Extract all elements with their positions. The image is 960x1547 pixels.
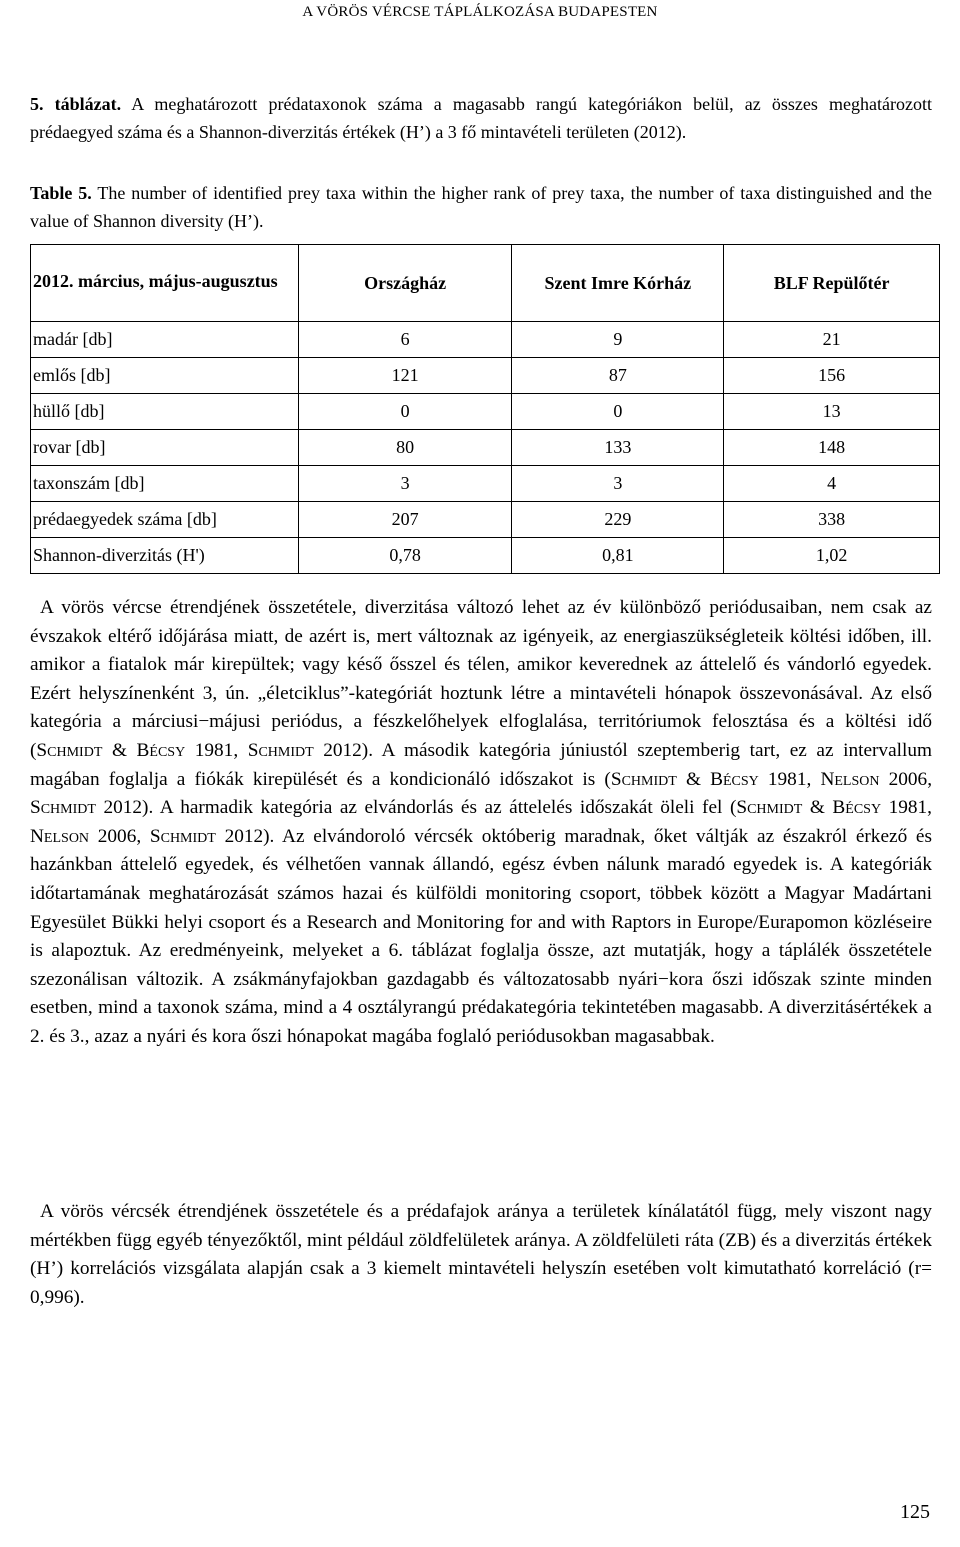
table-row bbox=[31, 394, 940, 430]
header-szent-imre-korhaz: Szent Imre Kórház bbox=[512, 245, 724, 322]
citation-author: Schmidt bbox=[610, 768, 677, 790]
caption-label: 5. táblázat. bbox=[30, 94, 122, 114]
table-cell: 0 bbox=[298, 394, 512, 430]
table-cell: 3 bbox=[512, 466, 724, 502]
header-blf-repuloter: BLF Repülőtér bbox=[724, 245, 940, 322]
table-cell: 4 bbox=[724, 466, 940, 502]
table-row bbox=[31, 430, 940, 466]
citation-author: Schmidt bbox=[36, 739, 103, 761]
row-label: rovar [db] bbox=[31, 430, 299, 466]
table-caption-hungarian bbox=[30, 90, 932, 146]
paragraph-text: & bbox=[102, 739, 137, 761]
table-cell: 133 bbox=[512, 430, 724, 466]
paragraph-text: 2012). A harmadik kategória az elvándorlás és az áttelelés időszakát öleli fel ( bbox=[95, 797, 737, 819]
prey-taxa-table bbox=[30, 244, 940, 574]
table-cell: 13 bbox=[724, 394, 940, 430]
paragraph-text: 1981, bbox=[185, 739, 248, 761]
table-row bbox=[31, 502, 940, 538]
paragraph-text: 2006, bbox=[89, 825, 150, 847]
table-cell: 0,78 bbox=[298, 538, 512, 574]
table-cell: 121 bbox=[298, 358, 512, 394]
table-cell: 338 bbox=[724, 502, 940, 538]
row-label: Shannon-diverzitás (H') bbox=[31, 538, 299, 574]
table-row bbox=[31, 322, 940, 358]
caption-label: Table 5. bbox=[30, 183, 92, 203]
table-caption-english bbox=[30, 179, 932, 235]
paragraph-text: 2012). A második kategória júniustól szeptemberig tart, ez az intervallum magában foglalja a fiókák kirepülését és a kondicionáló időszakot is ( bbox=[30, 739, 932, 790]
citation-author: Bécsy bbox=[710, 768, 759, 790]
citation-author: Nelson bbox=[30, 825, 90, 847]
running-head: A VÖRÖS VÉRCSE TÁPLÁLKOZÁSA BUDAPESTEN bbox=[302, 4, 658, 20]
table-cell: 80 bbox=[298, 430, 512, 466]
page-number: 125 bbox=[900, 1501, 930, 1523]
paragraph-text: 2012). bbox=[215, 825, 275, 847]
table-row bbox=[31, 358, 940, 394]
body-paragraph-2 bbox=[30, 1198, 932, 1312]
paragraph-text: A vörös vércsék étrendjének összetétele és a prédafajok aránya a területek kínálatától függ, mely viszont nagy mértékben függ egyéb tényezőktől, mint például zöldfelületek aránya. A zöldfelületi ráta (ZB) és a diverzitás értékek (H’) korrelációs vizsgálata alapján csak a 3 kiemelt mintavételi helyszín esetében volt kimutatható korreláció (r= 0,996). bbox=[30, 1201, 932, 1308]
paragraph-text: Az elvándoroló vércsék októberig maradnak, őket váltják az északról érkező és hazánkban áttelelő egyedek, és vélhetően vannak állandó, egész évben nálunk maradó egyedek is. A kategóriák időtartamának meghatározását számos hazai és külföldi monitoring csoport, többek között a Magyar Madártani Egyesület Bükki helyi csoport és a Research and Monitoring for and with Raptors in Europe/Eurapomon közléseire is alapoztuk. Az eredményeink, melyeket a 6. táblázat foglalja össze, azt mutatják, hogy a táplálék összetétele szezonálisan változik. A zsákmányfajokban gazdagabb és változatosabb nyári−kora őszi időszak szinte minden esetben, mind a taxonok száma, mind a 4 osztályrangú prédakategória tekintetében magasabb. A diverzitásértékek a 2. és 3., azaz a nyári és kora őszi hónapokat magába foglaló periódusokban magasabbak. bbox=[30, 825, 932, 1047]
table-cell: 229 bbox=[512, 502, 724, 538]
table-row bbox=[31, 466, 940, 502]
caption-text: The number of identified prey taxa within the higher rank of prey taxa, the number of taxa distinguished and the value of Shannon diversity (H’). bbox=[30, 183, 932, 231]
table-cell: 3 bbox=[298, 466, 512, 502]
table-cell: 0 bbox=[512, 394, 724, 430]
row-label: madár [db] bbox=[31, 322, 299, 358]
table-cell: 148 bbox=[724, 430, 940, 466]
citation-author: Schmidt bbox=[736, 797, 803, 819]
table-cell: 21 bbox=[724, 322, 940, 358]
table-cell: 9 bbox=[512, 322, 724, 358]
table-cell: 87 bbox=[512, 358, 724, 394]
body-paragraph-1 bbox=[30, 594, 932, 1052]
table-row bbox=[31, 538, 940, 574]
paragraph-text: A vörös vércse étrendjének összetétele, diverzitása változó lehet az év különböző periódusaiban, nem csak az évszakok eltérő időjárása miatt, de azért is, mert változnak az igényeik, az energiaszükségleteik költési időben, ill. amikor a fiatalok már kirepültek; vagy késő ősszel és télen, amikor keverednek az áttelelő és vándorló egyedek. Ezért helyszínenként 3, ún. „életciklus”-kategóriát hoztunk létre a mintavételi hónapok összevonásával. Az első kategória a márciusi−májusi periódus, a fészkelőhelyek elfoglalása, territóriumok felosztása és a költési idő ( bbox=[30, 597, 932, 761]
citation-author: Schmidt bbox=[247, 739, 314, 761]
caption-text: A meghatározott prédataxonok száma a magasabb rangú kategóriákon belül, az összes meghatározott prédaegyed száma és a Shannon-diverzitás értékek (H’) a 3 fő mintavételi területen (2012). bbox=[30, 94, 933, 142]
header-orszaghaz: Országház bbox=[298, 245, 512, 322]
citation-author: Bécsy bbox=[832, 797, 882, 819]
paragraph-text: 1981, bbox=[881, 797, 933, 819]
table-cell: 207 bbox=[298, 502, 512, 538]
table-header-row bbox=[31, 245, 940, 322]
paragraph-text: & bbox=[802, 797, 833, 819]
paragraph-text: 2006, bbox=[879, 768, 933, 790]
header-period: 2012. március, május-augusztus bbox=[31, 245, 299, 322]
table-cell: 156 bbox=[724, 358, 940, 394]
row-label: emlős [db] bbox=[31, 358, 299, 394]
row-label: hüllő [db] bbox=[31, 394, 299, 430]
paragraph-text: & bbox=[676, 768, 711, 790]
table-cell: 1,02 bbox=[724, 538, 940, 574]
paragraph-text: 1981, bbox=[758, 768, 821, 790]
row-label: taxonszám [db] bbox=[31, 466, 299, 502]
row-label: prédaegyedek száma [db] bbox=[31, 502, 299, 538]
citation-author: Schmidt bbox=[30, 797, 96, 819]
citation-author: Nelson bbox=[820, 768, 880, 790]
table-cell: 6 bbox=[298, 322, 512, 358]
citation-author: Schmidt bbox=[149, 825, 216, 847]
table-cell: 0,81 bbox=[512, 538, 724, 574]
citation-author: Bécsy bbox=[136, 739, 186, 761]
